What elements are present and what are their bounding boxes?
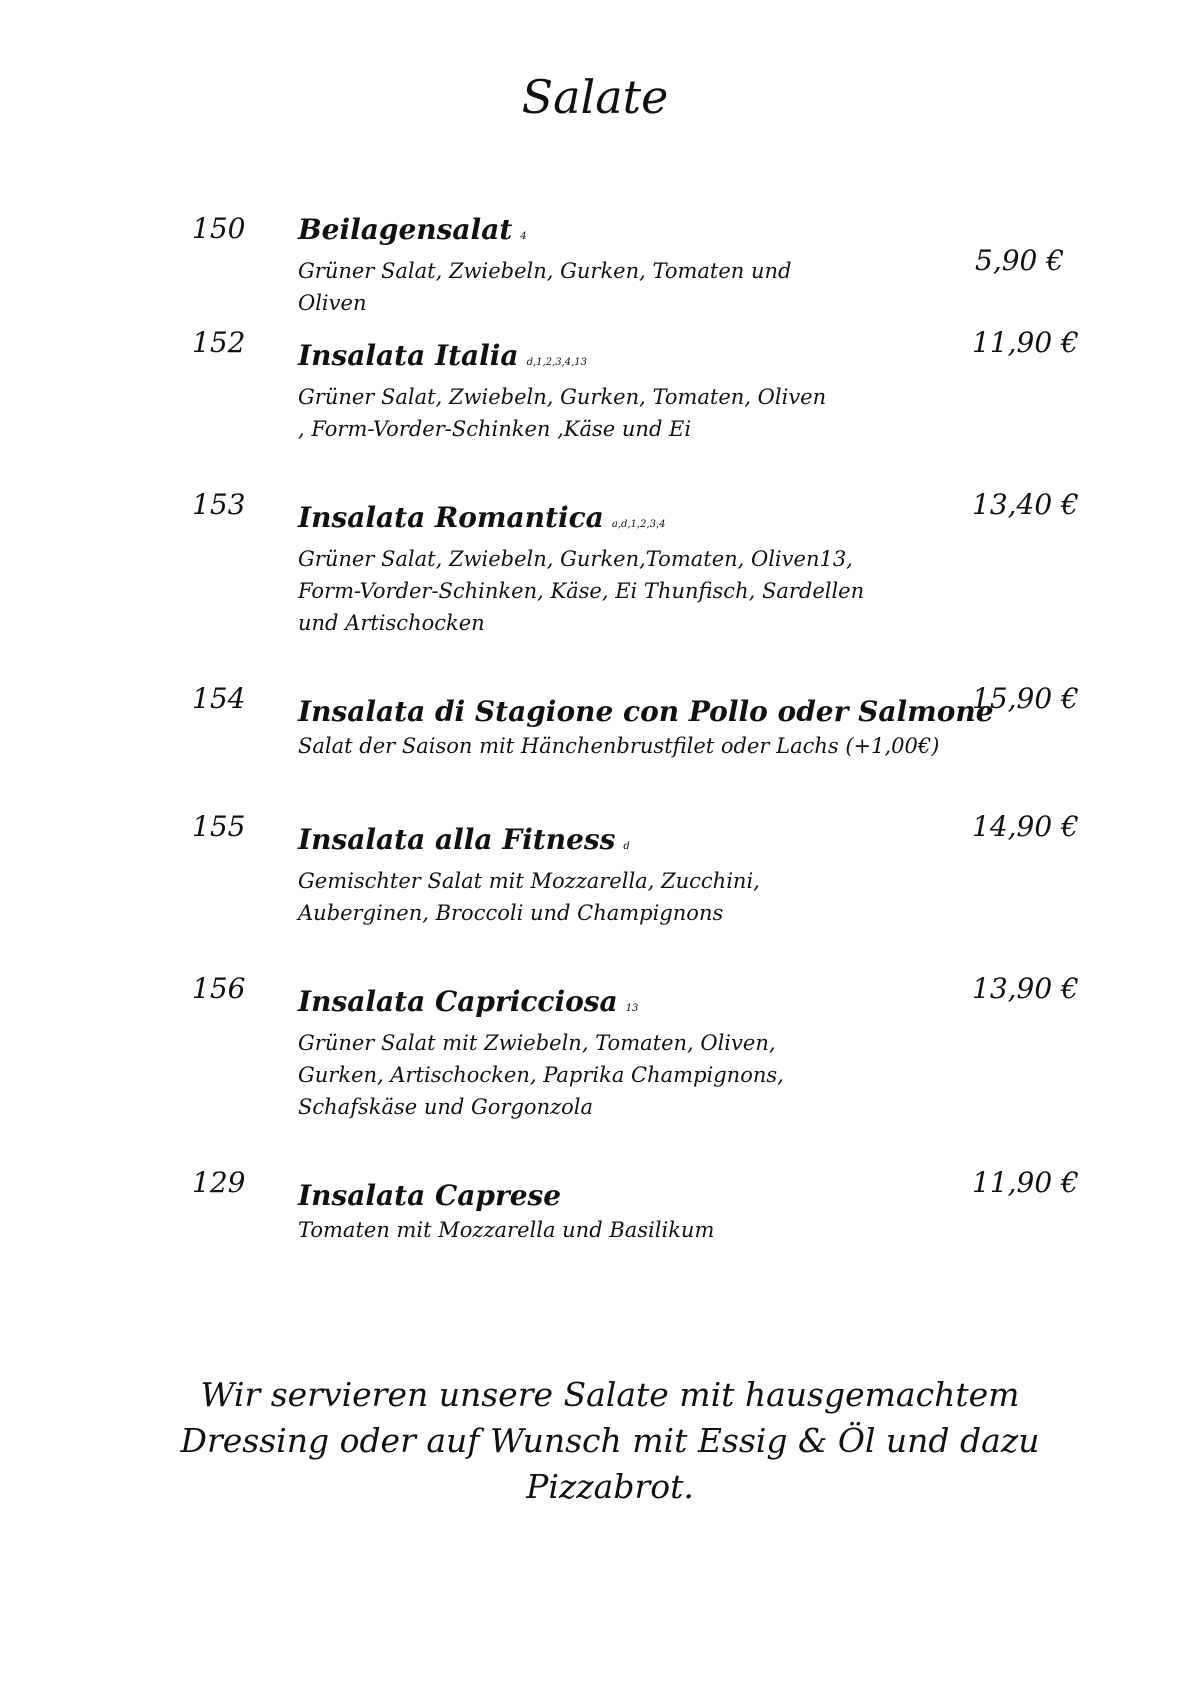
item-name-text: Insalata Capricciosa xyxy=(298,985,618,1018)
item-body xyxy=(298,212,898,319)
item-allergens: d,1,2,3,4,13 xyxy=(526,357,588,368)
item-number: 156 xyxy=(192,972,246,1005)
item-allergens: a,d,1,2,3,4 xyxy=(611,519,666,530)
page-title: Salate xyxy=(521,70,669,124)
item-number: 129 xyxy=(192,1166,246,1199)
item-name xyxy=(298,694,994,730)
item-body xyxy=(298,338,898,445)
item-name xyxy=(298,822,898,865)
item-description: Grüner Salat, Zwiebeln, Gurken,Tomaten, Oliven13, Form-Vorder-Schinken, Käse, Ei Thunfisch, Sardellen und Artischocken xyxy=(298,547,865,635)
item-description: Gemischter Salat mit Mozzarella, Zucchini, Auberginen, Broccoli und Champignons xyxy=(298,869,760,925)
item-body xyxy=(298,822,898,929)
item-price: 11,90 € xyxy=(972,326,1079,359)
item-body xyxy=(298,500,898,639)
item-name-text: Insalata Italia xyxy=(298,339,519,372)
item-description: Grüner Salat, Zwiebeln, Gurken, Tomaten und Oliven xyxy=(298,259,792,315)
item-allergens: d xyxy=(623,841,630,852)
item-allergens: 4 xyxy=(520,231,527,242)
item-number: 155 xyxy=(192,810,246,843)
item-body xyxy=(298,984,898,1123)
item-description: Salat der Saison mit Hänchenbrustfilet oder Lachs (+1,00€) xyxy=(298,734,940,758)
item-name-text: Insalata Caprese xyxy=(298,1179,562,1212)
item-price: 11,90 € xyxy=(972,1166,1079,1199)
item-price: 5,90 € xyxy=(975,244,1065,277)
item-number: 152 xyxy=(192,326,246,359)
item-price: 13,40 € xyxy=(972,488,1079,521)
item-name-text: Insalata Romantica xyxy=(298,501,604,534)
footer-note: Wir servieren unsere Salate mit hausgemachtem Dressing oder auf Wunsch mit Essig & Öl und dazu Pizzabrot. xyxy=(180,1375,1040,1506)
item-body xyxy=(298,694,994,762)
item-description: Grüner Salat, Zwiebeln, Gurken, Tomaten, Oliven , Form-Vorder-Schinken ,Käse und Ei xyxy=(298,385,827,441)
item-number: 150 xyxy=(192,212,246,245)
item-price: 13,90 € xyxy=(972,972,1079,1005)
item-body xyxy=(298,1178,898,1246)
item-name-text: Beilagensalat xyxy=(298,213,513,246)
item-description: Tomaten mit Mozzarella und Basilikum xyxy=(298,1218,715,1242)
item-name xyxy=(298,500,898,543)
item-name-text: Insalata alla Fitness xyxy=(298,823,616,856)
item-name xyxy=(298,338,898,381)
item-name-text: Insalata di Stagione con Pollo oder Salmone xyxy=(298,695,994,728)
item-number: 153 xyxy=(192,488,246,521)
item-name xyxy=(298,212,898,255)
item-description: Grüner Salat mit Zwiebeln, Tomaten, Oliven, Gurken, Artischocken, Paprika Champignons, Schafskäse und Gorgonzola xyxy=(298,1031,784,1119)
item-price: 14,90 € xyxy=(972,810,1079,843)
item-number: 154 xyxy=(192,682,246,715)
item-price: 15,90 € xyxy=(972,682,1079,715)
item-name xyxy=(298,984,898,1027)
item-allergens: 13 xyxy=(625,1003,639,1014)
item-name xyxy=(298,1178,898,1214)
